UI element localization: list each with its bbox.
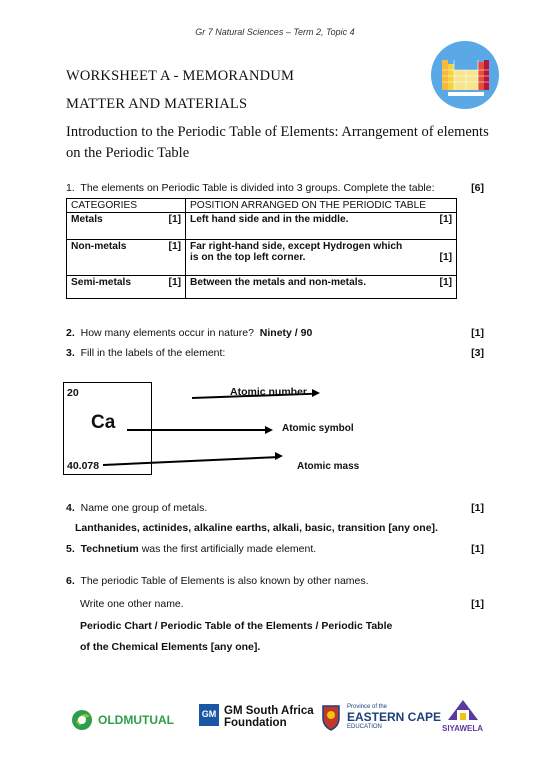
question-1	[66, 182, 486, 194]
question-number: 1.	[66, 182, 75, 194]
question-number: 3.	[66, 347, 75, 359]
atomic-mass-value: 40.078	[67, 460, 100, 472]
table-header: POSITION ARRANGED ON THE PERIODIC TABLE	[186, 199, 457, 213]
atomic-symbol-value: Ca	[91, 412, 116, 433]
periodic-table-icon	[430, 40, 500, 110]
arrow-atomic-symbol	[127, 429, 267, 431]
question-text: was the first artificially made element.	[141, 543, 317, 555]
question-number: 4.	[66, 502, 75, 514]
footer-logos	[70, 702, 490, 738]
ec-big-text: EASTERN CAPE	[347, 710, 442, 724]
gm-badge-icon: GM	[199, 704, 219, 729]
question-1-mark: [6]	[471, 182, 484, 194]
question-4-answer: Lanthanides, actinides, alkaline earths, alkali, basic, transition [any one].	[75, 522, 438, 534]
arrow-head-icon	[312, 389, 320, 397]
eastern-cape-logo	[319, 702, 441, 732]
question-4	[66, 502, 207, 514]
label-atomic-symbol: Atomic symbol	[282, 423, 354, 434]
old-mutual-leaf-icon	[70, 708, 96, 732]
question-text: The periodic Table of Elements is also known by other names.	[80, 575, 369, 587]
question-number: 5.	[66, 543, 75, 555]
question-2-mark: [1]	[471, 327, 484, 339]
mark: [1]	[439, 214, 452, 225]
question-6	[66, 575, 369, 587]
category: Non-metals	[71, 241, 127, 252]
table-row	[67, 213, 457, 240]
question-number: 6.	[66, 575, 75, 587]
ec-sub-text: EDUCATION	[347, 724, 382, 730]
question-text: Fill in the labels of the element:	[80, 347, 226, 359]
answer: Technetium	[80, 543, 139, 555]
question-4-mark: [1]	[471, 502, 484, 514]
category: Semi-metals	[71, 277, 132, 288]
question-6-text-2: Write one other name.	[80, 598, 184, 610]
label-atomic-mass: Atomic mass	[297, 461, 360, 472]
table-row	[67, 276, 457, 299]
mark: [1]	[168, 214, 181, 225]
mark: [1]	[168, 277, 181, 288]
position: Between the metals and non-metals.	[190, 277, 367, 288]
gm-line-2: Foundation	[224, 716, 287, 729]
atomic-number-value: 20	[67, 387, 79, 399]
mark: [1]	[439, 277, 452, 288]
arrow-head-icon	[275, 452, 283, 460]
ec-small-text: Province of the	[347, 704, 388, 710]
siyawela-text: SIYAWELA	[442, 724, 484, 733]
mark: [1]	[439, 252, 452, 263]
table-header: CATEGORIES	[67, 199, 186, 213]
question-text: The elements on Periodic Table is divided into 3 groups. Complete the table:	[80, 182, 435, 194]
arrow-head-icon	[265, 426, 273, 434]
worksheet-title: WORKSHEET A - MEMORANDUM	[66, 68, 295, 84]
question-5	[66, 543, 316, 555]
question-5-mark: [1]	[471, 543, 484, 555]
category: Metals	[71, 214, 103, 225]
page-header: Gr 7 Natural Sciences – Term 2, Topic 4	[195, 27, 355, 37]
mark: [1]	[168, 241, 181, 252]
siyawela-house-icon	[444, 694, 482, 724]
coat-of-arms-icon	[319, 702, 343, 732]
question-3-mark: [3]	[471, 347, 484, 359]
question-6-mark: [1]	[471, 598, 484, 610]
categories-table	[66, 198, 457, 299]
question-2	[66, 327, 312, 339]
topic-title: MATTER AND MATERIALS	[66, 96, 248, 112]
question-6-answer-line-2: of the Chemical Elements [any one].	[80, 641, 261, 653]
question-6-answer-line-1: Periodic Chart / Periodic Table of the Elements / Periodic Table	[80, 620, 393, 632]
position: Left hand side and in the middle.	[190, 214, 349, 225]
position: Far right-hand side, except Hydrogen which is on the top left corner.	[190, 241, 403, 263]
old-mutual-logo	[70, 708, 174, 732]
label-atomic-number: Atomic number	[230, 386, 308, 398]
gm-line-1: GM South Africa	[224, 704, 314, 717]
question-text: Name one group of metals.	[80, 502, 208, 514]
question-text: How many elements occur in nature?	[80, 327, 254, 339]
answer: Ninety / 90	[259, 327, 313, 339]
question-number: 2.	[66, 327, 75, 339]
gm-foundation-logo	[199, 704, 314, 729]
old-mutual-text: OLDMUTUAL	[98, 713, 174, 727]
table-row	[67, 240, 457, 276]
subtopic-title: Introduction to the Periodic Table of Elements: Arrangement of elements on the Periodic Table	[66, 124, 489, 161]
siyawela-logo	[442, 694, 483, 733]
question-3	[66, 347, 225, 359]
